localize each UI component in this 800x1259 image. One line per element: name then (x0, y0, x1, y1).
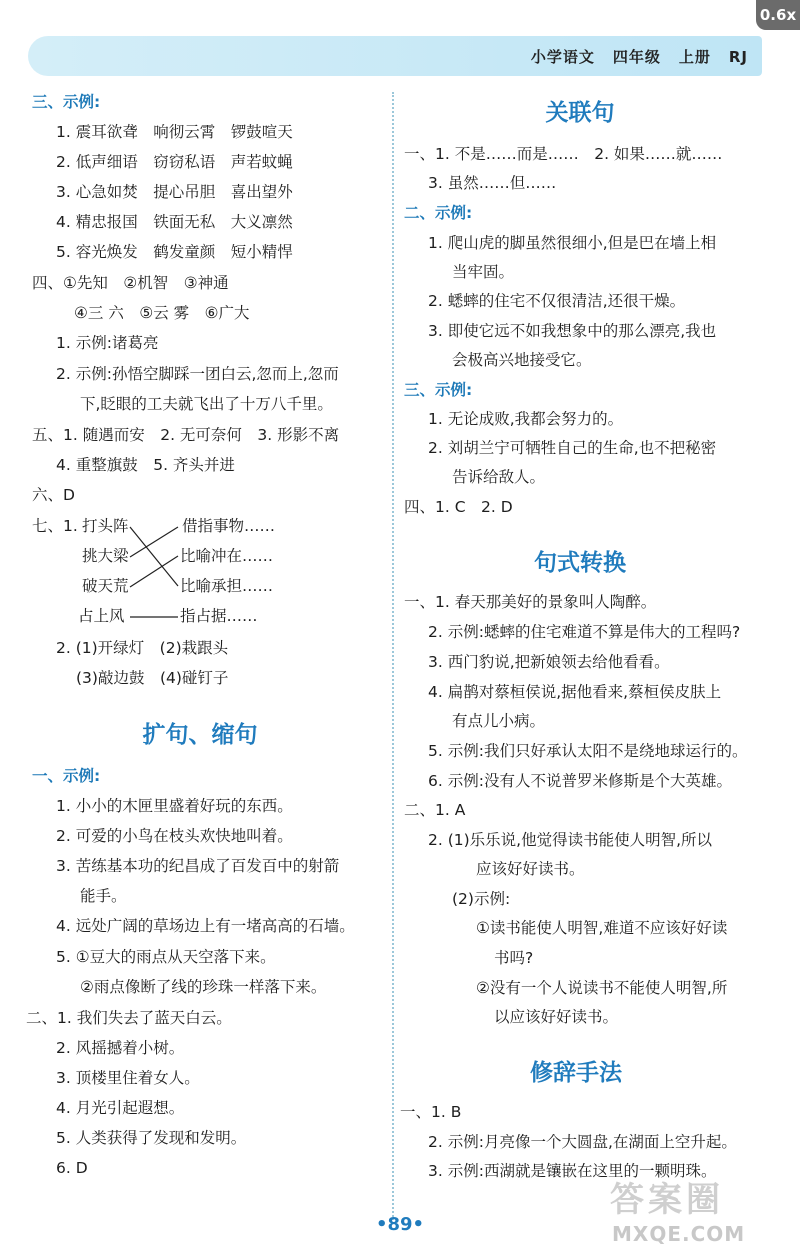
e1-row-1: 1. 小小的木匣里盛着好玩的东西。 (56, 797, 293, 815)
e1-row-3b: 能手。 (80, 887, 127, 905)
s7-q2b: (3)敲边鼓 (4)碰钉子 (76, 669, 229, 687)
h1-row-2: 2. 示例:月亮像一个大圆盘,在湖面上空升起。 (428, 1133, 737, 1151)
s7-right-4: 指占据…… (180, 607, 258, 625)
title-sentence-transform: 句式转换 (534, 550, 626, 576)
r2-row-2: 2. 蟋蟀的住宅不仅很清洁,还很干燥。 (428, 292, 686, 310)
e2-row-4: 4. 月光引起遐想。 (56, 1099, 185, 1117)
watermark-url: MXQE.COM (612, 1222, 746, 1246)
section-3-label: 三、示例: (32, 93, 101, 111)
s7-q2a: 2. (1)开绿灯 (2)栽跟头 (56, 639, 229, 657)
e2-row-1: 二、1. 我们失去了蓝天白云。 (26, 1009, 232, 1027)
s7-right-3: 比喻承担…… (180, 577, 274, 595)
e2-row-5: 5. 人类获得了发现和发明。 (56, 1129, 247, 1147)
s3-row-3: 3. 心急如焚 提心吊胆 喜出望外 (56, 183, 293, 201)
t2-row-1: 二、1. A (404, 801, 466, 819)
r2-row-3: 3. 即使它远不如我想象中的那么漂亮,我也 (428, 322, 717, 340)
s3-row-5: 5. 容光焕发 鹤发童颜 短小精悍 (56, 243, 293, 261)
s7-right-1: 借指事物…… (182, 517, 276, 535)
r3-row-1: 1. 无论成败,我都会努力的。 (428, 410, 624, 428)
e1-row-5b: ②雨点像断了线的珍珠一样落下来。 (80, 978, 327, 996)
r2-label: 二、示例: (404, 204, 473, 222)
t2-row-2: 2. (1)乐乐说,他觉得读书能使人明智,所以 (428, 831, 713, 849)
t2-row-3: (2)示例: (452, 890, 511, 908)
t2-row-4: ①读书能使人明智,难道不应该好好读 (476, 919, 728, 937)
t1-row-4b: 有点儿小病。 (452, 712, 546, 730)
t1-row-1: 一、1. 春天那美好的景象叫人陶醉。 (404, 593, 657, 611)
s7-label: 七、1. (32, 517, 78, 535)
match-line-3 (130, 556, 178, 587)
match-line-1 (130, 527, 178, 586)
title-rhetoric: 修辞手法 (530, 1060, 622, 1086)
h1-row-3: 3. 示例:西湖就是镶嵌在这里的一颗明珠。 (428, 1162, 717, 1180)
s4-q1: 1. 示例:诸葛亮 (56, 334, 159, 352)
title-expand-contract: 扩句、缩句 (142, 722, 258, 748)
s5-line-1: 五、1. 随遇而安 2. 无可奈何 3. 形影不离 (32, 426, 340, 444)
t1-row-4: 4. 扁鹊对蔡桓侯说,据他看来,蔡桓侯皮肤上 (428, 683, 722, 701)
page-number: •89• (375, 1214, 425, 1235)
r1-line-1: 一、1. 不是……而是…… 2. 如果……就…… (404, 145, 723, 163)
t1-row-3: 3. 西门豹说,把新娘领去给他看看。 (428, 653, 670, 671)
watermark-logo-text: 答案圈 (610, 1180, 724, 1220)
r3-row-2b: 告诉给敌人。 (452, 468, 546, 486)
match-line-2 (130, 527, 178, 557)
r2-row-1b: 当牢固。 (452, 263, 515, 281)
r3-label: 三、示例: (404, 381, 473, 399)
t2-row-5: ②没有一个人说读书不能使人明智,所 (476, 979, 728, 997)
t2-row-4b: 书吗? (494, 949, 534, 967)
e2-row-6: 6. D (56, 1159, 88, 1177)
s3-row-4: 4. 精忠报国 铁面无私 大义凛然 (56, 213, 293, 231)
s3-row-2: 2. 低声细语 窃窃私语 声若蚊蝇 (56, 153, 293, 171)
s4-q2a: 2. 示例:孙悟空脚踩一团白云,忽而上,忽而 (56, 365, 339, 383)
header-subject: 小学语文 (530, 48, 595, 66)
header-volume: 上册 (678, 48, 711, 66)
t1-row-2: 2. 示例:蟋蟀的住宅难道不算是伟大的工程吗? (428, 623, 741, 641)
r2-row-3b: 会极高兴地接受它。 (452, 351, 592, 369)
header-grade: 四年级 (612, 48, 661, 66)
s6-answer: 六、D (32, 486, 75, 504)
s7-right-2: 比喻冲在…… (180, 547, 274, 565)
s4-line-2: ④三 六 ⑤云 雾 ⑥广大 (74, 304, 250, 322)
s7-left-3: 破天荒 (82, 577, 129, 595)
playback-speed-badge[interactable]: 0.6x (756, 0, 800, 30)
r3-row-2: 2. 刘胡兰宁可牺牲自己的生命,也不把秘密 (428, 439, 717, 457)
e1-row-5: 5. ①豆大的雨点从天空落下来。 (56, 948, 276, 966)
header-edition: RJ (728, 48, 748, 66)
r1-line-2: 3. 虽然……但…… (428, 174, 557, 192)
e1-row-2: 2. 可爱的小鸟在枝头欢快地叫着。 (56, 827, 293, 845)
s4-q2b: 下,眨眼的工夫就飞出了十万八千里。 (80, 395, 333, 413)
e1-label: 一、示例: (32, 767, 101, 785)
s4-line-1: 四、①先知 ②机智 ③神通 (32, 274, 229, 292)
t1-row-6: 6. 示例:没有人不说普罗米修斯是个大英雄。 (428, 772, 732, 790)
h1-row-1: 一、1. B (400, 1103, 462, 1121)
s3-row-1: 1. 震耳欲聋 响彻云霄 锣鼓喧天 (56, 123, 293, 141)
title-relation-sentences: 关联句 (545, 100, 615, 126)
s7-left-1: 打头阵 (82, 517, 129, 535)
r4-answer: 四、1. C 2. D (404, 498, 513, 516)
e1-row-3: 3. 苦练基本功的纪昌成了百发百中的射箭 (56, 857, 340, 875)
s7-left-2: 挑大梁 (82, 547, 129, 565)
s5-line-2: 4. 重整旗鼓 5. 齐头并进 (56, 456, 235, 474)
t2-row-2b: 应该好好读书。 (476, 860, 585, 878)
e1-row-4: 4. 远处广阔的草场边上有一堵高高的石墙。 (56, 917, 355, 935)
s7-left-4: 占上风 (78, 607, 125, 625)
t2-row-5b: 以应该好好读书。 (494, 1008, 619, 1026)
t1-row-5: 5. 示例:我们只好承认太阳不是绕地球运行的。 (428, 742, 748, 760)
r2-row-1: 1. 爬山虎的脚虽然很细小,但是巴在墙上相 (428, 234, 717, 252)
e2-row-3: 3. 顶楼里住着女人。 (56, 1069, 200, 1087)
e2-row-2: 2. 风摇撼着小树。 (56, 1039, 185, 1057)
